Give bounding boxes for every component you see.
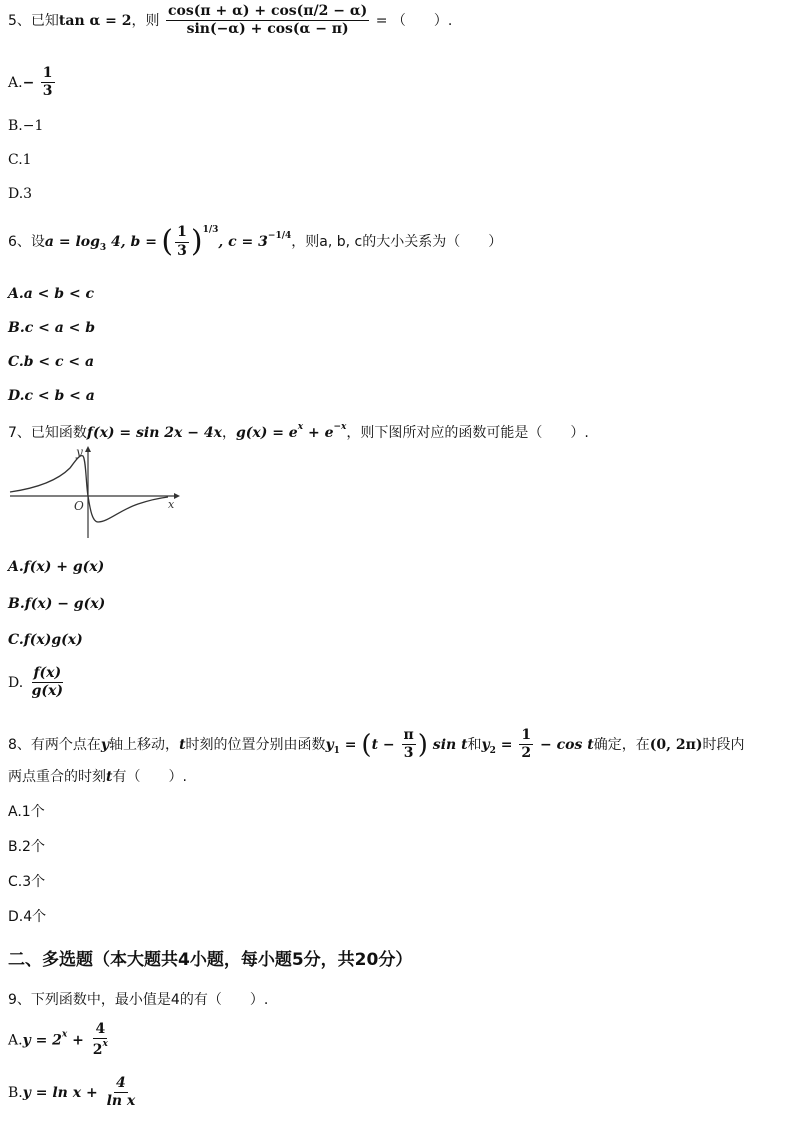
graph-origin-label: O — [74, 499, 84, 513]
q5-prefix: 5、已知 — [8, 12, 59, 29]
q5-suffix: = （ ）. — [375, 12, 453, 29]
q7-option-a: A.f(x) + g(x) — [8, 559, 105, 575]
question-6: 6、设$a = \log_3 4$, b = ( $\frac{1}{3}$ )$^{1/3}$, $c = 3^{-1/4}$，则a, b, c的大小关系为（ ） — [8, 224, 503, 259]
q5-denominator: sin(−α) + cos(α − π) — [186, 21, 349, 38]
q8-option-c: C.3个 — [8, 874, 46, 890]
q5-numerator: cos(π + α) + cos(π/2 − α) — [166, 4, 369, 21]
graph-y-label: y — [76, 445, 83, 459]
question-7: 7、已知函数f(x) = sin 2x − 4x，$g(x) = e^x + e^{-x}$，则下图所对应的函数可能是（ ）. — [8, 422, 589, 441]
q6-option-b: B.c < a < b — [8, 320, 96, 336]
q7-option-b: B.f(x) − g(x) — [8, 596, 106, 612]
q7-option-d: D. $\frac{f(x)}{g(x)}$ — [8, 665, 64, 700]
q6-option-d: D.c < b < a — [8, 388, 95, 404]
q9-option-a: $A.y = 2^x$ + $\frac{4}{2^x}$ — [8, 1021, 108, 1059]
q5-mid: ，则 — [131, 12, 160, 29]
q5-condition: tan α = 2 — [58, 12, 132, 29]
q8-option-a: A.1个 — [8, 804, 45, 820]
question-8-line-1: 8、有两个点在y轴上移动，t时刻的位置分别由函数$y_1 = (t$ − $\frac{\pi}{3}$ ) sin t和$y_2$ = $\frac{1}{2}$ − cos t确定，在(0, 2π)时段内 — [8, 727, 745, 762]
q6-option-c: C.b < c < a — [8, 354, 95, 370]
question-8-line-2: 两点重合的时刻t有（ ）. — [8, 769, 187, 785]
q8-option-b: B.2个 — [8, 839, 45, 855]
graph-x-label: x — [168, 498, 175, 511]
q5-option-a: A.− $\frac{1}{3}$ — [8, 65, 53, 100]
q6-option-a: A.a < b < c — [8, 286, 95, 302]
q5-option-c: C.1 — [8, 152, 32, 168]
q8-option-d: D.4个 — [8, 909, 47, 925]
question-5 — [8, 4, 452, 38]
question-9: 9、下列函数中，最小值是4的有（ ）. — [8, 992, 269, 1008]
y-axis-arrow — [85, 446, 91, 452]
q7-function-graph — [8, 444, 180, 540]
q5-option-b: B.−1 — [8, 118, 44, 134]
function-curve — [10, 456, 168, 522]
section-2-heading: 二、多选题（本大题共4小题，每小题5分，共20分） — [8, 950, 413, 970]
q5-option-d: D.3 — [8, 186, 33, 202]
q9-option-b: B.y = ln x + $\frac{4}{\text{ln x}}$ — [8, 1075, 136, 1110]
q5-fraction — [166, 4, 369, 38]
x-axis-arrow — [174, 493, 180, 499]
q7-option-c: C.f(x)g(x) — [8, 632, 83, 648]
